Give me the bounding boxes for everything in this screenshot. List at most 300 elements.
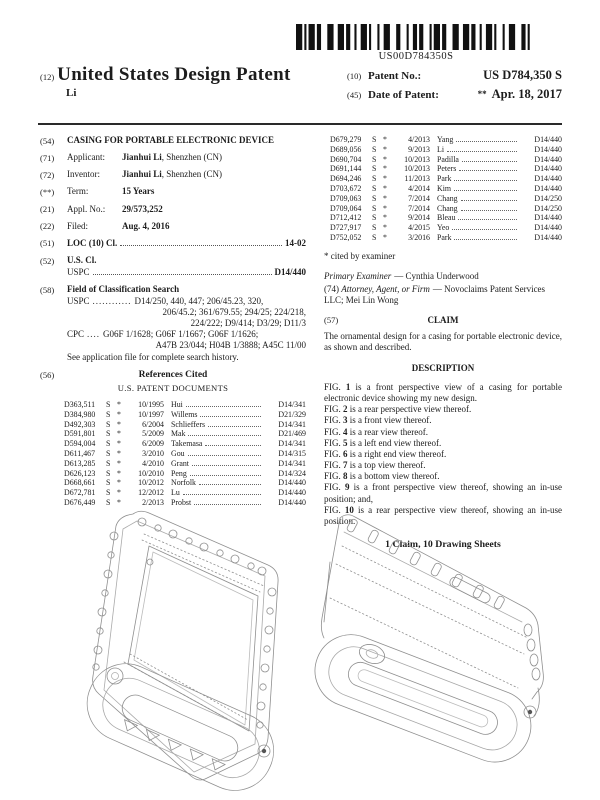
figure-description-line: [324, 415, 562, 426]
ref-number: D679,279: [330, 135, 362, 144]
ref-number: D709,064: [330, 203, 362, 213]
ref-date: 4/2014: [408, 183, 430, 193]
description-title: DESCRIPTION: [411, 362, 475, 373]
ref-star: *: [383, 203, 387, 213]
fig-number: 1: [345, 382, 351, 393]
ref-kind-code: S: [372, 174, 377, 184]
ref-name: Takemasa: [171, 439, 203, 449]
cited-by-examiner-note: * cited by examiner: [324, 250, 396, 261]
barcode-icon: [296, 24, 536, 50]
barcode: [296, 24, 536, 62]
document-title: United States Design Patent: [57, 64, 291, 85]
reference-row: [330, 145, 562, 155]
fig-number: 4: [343, 426, 348, 437]
ref-kind-code: S: [372, 193, 377, 203]
ref-star: *: [117, 488, 121, 498]
dotted-leader: [208, 420, 261, 427]
field-56-references: [40, 370, 306, 382]
inventor-surname: Li: [66, 87, 77, 99]
ref-date: 5/2009: [142, 429, 164, 439]
search-note: See application file for complete search history.: [67, 352, 239, 363]
us-cl-body: [67, 255, 306, 278]
patent-no-label: Patent No.:: [368, 70, 422, 82]
filed-line: [67, 221, 306, 232]
uspc-label: USPC: [67, 295, 90, 306]
dotted-leader: [183, 488, 261, 495]
field-72-inventor: [40, 169, 306, 180]
ref-name: Lu: [171, 488, 180, 498]
patent-number-line: [347, 68, 562, 83]
ref-class: D14/440: [534, 232, 562, 242]
ref-name: Willems: [171, 409, 198, 419]
figure-front-perspective-drawing: [52, 504, 304, 796]
ref-name: Mak: [171, 429, 186, 439]
ref-class: D14/440: [534, 135, 562, 144]
figure-description-line: [324, 382, 562, 404]
ref-date: 4/2013: [408, 135, 430, 144]
filed-label: Filed:: [67, 220, 89, 231]
field-term: [40, 186, 306, 197]
ref-kind-code: S: [372, 144, 377, 154]
fig-label: FIG.: [324, 460, 341, 471]
figure-description-line: [324, 460, 562, 471]
us-cl-label: U.S. Cl.: [67, 255, 97, 266]
dotted-leader: [461, 204, 517, 211]
uspc-line: [67, 267, 306, 278]
ref-class: D14/341: [278, 419, 306, 429]
field-number: (71): [40, 152, 55, 163]
term-asterisks: **: [477, 89, 487, 99]
fig-number: 8: [343, 471, 348, 482]
reference-row: [330, 204, 562, 214]
field-22-filed: [40, 221, 306, 232]
ref-kind-code: S: [106, 478, 111, 488]
dotted-leader: [188, 449, 261, 456]
ref-star: *: [383, 144, 387, 154]
uspc-label: USPC: [67, 267, 90, 278]
ref-kind-code: S: [106, 497, 111, 507]
ref-star: *: [117, 439, 121, 449]
ref-class: D14/440: [534, 213, 562, 223]
ref-number: D703,672: [330, 183, 362, 193]
ref-kind-code: S: [372, 232, 377, 242]
ref-number: D709,063: [330, 193, 362, 203]
applicant-label: Applicant:: [67, 152, 105, 163]
ref-date: 9/2014: [408, 213, 430, 223]
ref-star: *: [383, 164, 387, 174]
ref-class: D14/250: [534, 203, 562, 213]
ref-class: D14/440: [534, 154, 562, 164]
ref-name: Park: [437, 232, 452, 242]
ref-kind-code: S: [106, 439, 111, 449]
ref-class: D14/250: [534, 193, 562, 203]
reference-row: [64, 449, 306, 459]
header-right: [347, 64, 562, 106]
dotted-leader: [188, 429, 261, 436]
ref-kind-code: S: [372, 154, 377, 164]
ref-class: D14/440: [534, 223, 562, 233]
field-number: (72): [40, 169, 55, 180]
dotted-leader: [200, 410, 261, 417]
fig-number: 6: [343, 448, 348, 459]
ref-class: D21/329: [278, 409, 306, 419]
ref-date: 10/1997: [138, 409, 164, 419]
ref-kind-code: S: [106, 468, 111, 478]
ref-star: *: [117, 419, 121, 429]
patent-no-value: US D784,350 S: [483, 68, 562, 82]
dotted-leader: [447, 145, 517, 152]
ref-name: Padilla: [437, 154, 459, 164]
invention-title: CASING FOR PORTABLE ELECTRONIC DEVICE: [67, 135, 275, 145]
fig-label: FIG.: [324, 382, 341, 393]
figure-description-line: [324, 471, 562, 482]
claim-text: The ornamental design for a casing for portable electronic device, as shown and described.: [324, 330, 562, 352]
ref-class: D14/341: [278, 439, 306, 449]
fig-text: is a right end view thereof.: [349, 448, 447, 459]
ref-date: 10/2012: [138, 478, 164, 488]
ref-date: 10/2013: [404, 164, 430, 174]
ref-star: *: [383, 183, 387, 193]
ref-number: D591,801: [64, 429, 96, 439]
ref-date: 3/2016: [408, 232, 430, 242]
ref-class: D14/440: [278, 497, 306, 507]
dotted-leader: [458, 213, 517, 220]
ref-date: 10/2010: [138, 468, 164, 478]
search-uspc-line3: 224/222; D9/414; D3/29; D11/3: [190, 317, 306, 328]
claim-heading: [324, 315, 562, 326]
applicant-line: [67, 152, 306, 163]
search-label: Field of Classification Search: [67, 284, 180, 295]
ref-name: Hui: [171, 399, 183, 409]
ref-class: D14/440: [278, 488, 306, 498]
ref-name: Park: [437, 174, 452, 184]
dotted-leader: [459, 164, 517, 171]
ref-name: Chang: [437, 193, 458, 203]
title-line: [40, 64, 347, 86]
fig-text: is a top view thereof.: [349, 460, 426, 471]
fig-label: FIG.: [324, 471, 341, 482]
references-table-left: [64, 400, 306, 508]
ref-kind-code: S: [106, 399, 111, 409]
ref-name: Li: [437, 144, 445, 154]
term-value: 15 Years: [122, 186, 155, 197]
fig-number: 3: [343, 415, 348, 426]
appl-no-label: Appl. No.:: [67, 203, 106, 214]
ref-number: D626,123: [64, 468, 96, 478]
field-51-loc: [40, 238, 306, 249]
ref-kind-code: S: [372, 183, 377, 193]
ref-class: D14/440: [534, 164, 562, 174]
dotted-leader: [462, 155, 517, 162]
ref-star: *: [117, 448, 121, 458]
ref-class: D14/440: [534, 183, 562, 193]
header-divider: [38, 123, 562, 125]
ref-date: 6/2009: [142, 439, 164, 449]
field-58-search: [40, 284, 306, 363]
fig-label: FIG.: [324, 426, 341, 437]
ref-name: Bleau: [437, 213, 456, 223]
references-cited-title: References Cited: [138, 369, 208, 380]
reference-row: [330, 223, 562, 233]
loc-line: [67, 238, 306, 249]
dotted-leader: [454, 174, 517, 181]
fig-label: FIG.: [324, 448, 341, 459]
field-number: (58): [40, 284, 55, 295]
figure-description-line: [324, 449, 562, 460]
date-label: Date of Patent:: [368, 89, 439, 101]
inventor-name: Jianhui Li: [122, 169, 162, 180]
fig-text: is a left end view thereof.: [349, 437, 442, 448]
applicant-name: Jianhui Li: [122, 152, 162, 163]
attorney-name: — Novoclaims Patent Services LLC; Mei Lin Wong: [324, 284, 546, 306]
reference-row: [64, 439, 306, 449]
field-number-74: (74): [324, 284, 339, 295]
uspc-value: D14/440: [274, 267, 306, 278]
ref-class: D14/440: [534, 144, 562, 154]
ref-number: D691,144: [330, 164, 362, 174]
drawing-area: [0, 497, 600, 800]
reference-row: [64, 488, 306, 498]
ref-star: *: [383, 193, 387, 203]
right-column: [324, 135, 562, 551]
dotted-leader: [452, 223, 517, 230]
reference-row: [64, 429, 306, 439]
ref-class: D14/324: [278, 468, 306, 478]
ref-star: *: [117, 478, 121, 488]
ref-date: 11/2013: [404, 174, 430, 184]
examiner-name: — Cynthia Underwood: [394, 270, 479, 281]
ref-date: 3/2010: [142, 448, 164, 458]
ref-number: D690,704: [330, 154, 362, 164]
dotted-leader: [120, 238, 282, 246]
inventor-label: Inventor:: [67, 169, 100, 180]
ref-date: 7/2014: [408, 193, 430, 203]
ref-number: D613,285: [64, 458, 96, 468]
dotted-leader: [199, 478, 261, 485]
cpc-classes: G06F 1/1628; G06F 1/1667; G06F 1/1626;: [103, 329, 259, 340]
ref-name: Norfolk: [171, 478, 196, 488]
ref-star: *: [117, 429, 121, 439]
field-number: (**): [40, 186, 55, 197]
ref-date: 9/2013: [408, 144, 430, 154]
fig-label: FIG.: [324, 404, 341, 415]
field-21-appl-no: [40, 204, 306, 215]
ref-star: *: [117, 458, 121, 468]
fig-label: FIG.: [324, 415, 341, 426]
ref-name: Kim: [437, 183, 452, 193]
figure-description-line: [324, 427, 562, 438]
dotted-leader: [186, 400, 261, 407]
search-body: [67, 284, 306, 363]
ref-date: 2/2013: [142, 497, 164, 507]
ref-number: D672,781: [64, 488, 96, 498]
inventor-line: [67, 169, 306, 180]
ref-date: 6/2004: [142, 419, 164, 429]
ref-kind-code: S: [106, 419, 111, 429]
ref-class: D14/440: [278, 478, 306, 488]
ref-date: 12/2012: [138, 488, 164, 498]
ref-number: D611,467: [64, 448, 96, 458]
ref-star: *: [383, 213, 387, 223]
ref-star: *: [117, 409, 121, 419]
ref-star: *: [383, 174, 387, 184]
ref-star: *: [383, 154, 387, 164]
field-number: (21): [40, 204, 55, 215]
ref-number: D363,511: [64, 399, 96, 409]
ref-date: 7/2014: [408, 203, 430, 213]
ref-date: 10/1995: [138, 399, 164, 409]
ref-name: Yeo: [437, 223, 450, 233]
dotted-leader: [454, 184, 517, 191]
barcode-text: US00D784350S: [378, 51, 454, 62]
field-71-applicant: [40, 152, 306, 163]
field-number: (54): [40, 135, 55, 146]
screw-detail: [262, 749, 266, 753]
reference-row: [330, 164, 562, 174]
ref-kind-code: S: [106, 409, 111, 419]
body-columns: [40, 135, 562, 551]
reference-row: [64, 469, 306, 479]
fig-text: is a front perspective view thereof, showing an in-use position; and,: [324, 482, 562, 504]
patent-date-line: [347, 87, 562, 102]
attorney-line: [324, 284, 562, 306]
fig-text: is a front view thereof.: [349, 415, 432, 426]
primary-examiner-line: [324, 271, 562, 282]
ref-class: D14/341: [278, 399, 306, 409]
search-uspc-line1: [67, 296, 306, 307]
ref-star: *: [383, 232, 387, 242]
ref-name: Probst: [171, 497, 192, 507]
ref-number: D594,004: [64, 439, 96, 449]
ref-date: 4/2010: [142, 458, 164, 468]
fig-number: 2: [343, 404, 348, 415]
references-table-right: [330, 135, 562, 243]
cpc-label: CPC: [67, 329, 85, 340]
field-number-45: (45): [347, 90, 362, 100]
ref-class: D14/315: [278, 448, 306, 458]
ref-kind-code: S: [106, 448, 111, 458]
ref-kind-code: S: [106, 429, 111, 439]
reference-row: [64, 400, 306, 410]
field-54-title: [40, 135, 306, 146]
examiner-label: Primary Examiner: [324, 270, 392, 281]
ref-kind-code: S: [372, 213, 377, 223]
ref-kind-code: S: [106, 458, 111, 468]
ref-number: D676,449: [64, 497, 96, 507]
ref-name: Chang: [437, 203, 458, 213]
reference-row: [330, 233, 562, 243]
ref-number: D727,917: [330, 223, 362, 233]
dotted-leader: [93, 267, 272, 275]
fig-number: 7: [343, 460, 348, 471]
ref-number: D752,052: [330, 232, 362, 242]
inventor-location: , Shenzhen (CN): [161, 169, 223, 180]
fig-text: is a rear view thereof.: [349, 426, 428, 437]
ref-kind-code: S: [372, 223, 377, 233]
reference-row: [330, 184, 562, 194]
term-line: [67, 186, 306, 197]
ref-name: Schlieffers: [171, 419, 206, 429]
figure-description-line: [324, 404, 562, 415]
ref-star: *: [383, 135, 387, 144]
dotted-leader: ....: [87, 329, 101, 340]
dotted-leader: [190, 469, 261, 476]
fig-text: is a rear perspective view thereof.: [349, 404, 472, 415]
ref-star: *: [117, 399, 121, 409]
ref-kind-code: S: [106, 488, 111, 498]
field-52-us-cl: [40, 255, 306, 278]
ref-star: *: [117, 468, 121, 478]
ref-star: *: [383, 223, 387, 233]
fig-number: 10: [344, 504, 354, 515]
field-number: (56): [40, 370, 55, 380]
appl-no-line: [67, 204, 306, 215]
search-cpc-line1: [67, 329, 306, 340]
reference-row: [330, 194, 562, 204]
ref-name: Yang: [437, 135, 454, 144]
field-number: (52): [40, 255, 55, 266]
figure-description-line: [324, 438, 562, 449]
applicant-location: , Shenzhen (CN): [161, 152, 223, 163]
dotted-leader: [461, 194, 517, 201]
field-number-12: (12): [40, 72, 55, 82]
ref-number: D384,980: [64, 409, 96, 419]
ref-number: D712,412: [330, 213, 362, 223]
figure-in-use-perspective-drawing: [300, 502, 562, 794]
screw-detail: [528, 710, 532, 714]
dotted-leader: [192, 459, 261, 466]
fig-label: FIG.: [324, 504, 341, 515]
search-cpc-line2: A47B 23/044; H04B 1/3888; A45C 11/00: [155, 340, 306, 351]
left-column: [40, 135, 306, 551]
reference-row: [64, 410, 306, 420]
field-number-10: (10): [347, 71, 362, 81]
ref-name: Peters: [437, 164, 457, 174]
ref-name: Gou: [171, 448, 185, 458]
attorney-label: Attorney, Agent, or Firm: [341, 284, 430, 295]
dotted-leader: [205, 439, 261, 446]
ref-star: *: [117, 497, 121, 507]
fig-text: is a rear perspective view thereof, showing an in-use position.: [324, 504, 563, 526]
ref-class: D14/440: [534, 174, 562, 184]
ref-kind-code: S: [372, 135, 377, 144]
ref-name: Peng: [171, 468, 187, 478]
term-label: Term:: [67, 186, 89, 197]
claims-sheets-summary: 1 Claim, 10 Drawing Sheets: [385, 539, 501, 551]
us-patent-documents-title: U.S. PATENT DOCUMENTS: [117, 383, 229, 394]
dotted-leader: [454, 233, 517, 240]
ref-number: D689,056: [330, 144, 362, 154]
reference-row: [64, 459, 306, 469]
date-value: [478, 87, 562, 102]
reference-row: [330, 155, 562, 165]
ref-class: D21/469: [278, 429, 306, 439]
reference-row: [64, 420, 306, 430]
appl-no-value: 29/573,252: [122, 203, 163, 214]
search-uspc-line2: 206/45.2; 361/679.55; 294/25; 224/218,: [162, 306, 306, 317]
fig-number: 9: [344, 482, 350, 493]
ref-number: D492,303: [64, 419, 96, 429]
date-text: Apr. 18, 2017: [491, 87, 562, 101]
ref-number: D668,661: [64, 478, 96, 488]
fig-label: FIG.: [324, 437, 341, 448]
fig-text: is a front perspective view of a casing for portable electronic device showing my new design.: [324, 382, 563, 404]
ref-name: Grant: [171, 458, 189, 468]
ref-kind-code: S: [372, 203, 377, 213]
ref-class: D14/341: [278, 458, 306, 468]
ref-date: 10/2013: [404, 154, 430, 164]
ref-date: 4/2015: [408, 223, 430, 233]
